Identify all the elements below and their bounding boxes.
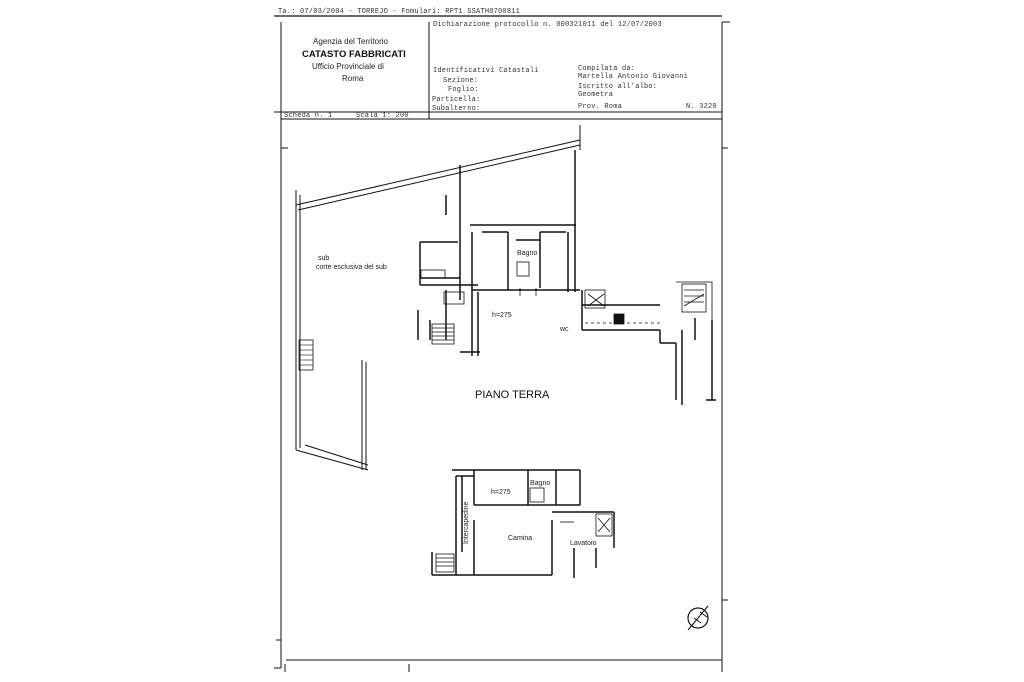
iscritto-value: Geometra — [578, 91, 614, 99]
floor-title: PIANO TERRA — [475, 389, 550, 401]
room-bagno-top: Bagno — [517, 250, 538, 257]
room-intercapedine: Intercapedine — [463, 501, 470, 544]
room-wc: wc — [560, 326, 569, 333]
room-bagno-bottom: Bagno — [530, 480, 551, 487]
sezione-label: Sezione: — [443, 77, 479, 85]
height-top: h=275 — [492, 312, 512, 319]
province-office: Ufficio Provinciale di — [312, 62, 384, 71]
foglio-label: Foglio: — [448, 86, 479, 94]
header-top-line: Ta.: 07/03/2004 - TORREJO - Fomulari: RPT1 SSATH0700811 — [278, 8, 521, 16]
iscritto-label: Iscritto all'albo: — [578, 83, 658, 91]
ground-floor-walls — [418, 150, 716, 405]
declaration-protocol: Dichiarazione protocollo n. 000321011 del 12/07/2003 — [433, 21, 662, 29]
lower-unit-walls — [432, 470, 614, 578]
scheda-number: Scheda n. 1 — [284, 112, 333, 120]
prov-number: N. 3220 — [686, 103, 717, 111]
subalterno-label: Subalterno: — [432, 105, 481, 113]
north-arrow-icon — [688, 606, 708, 630]
courtyard-outline — [296, 125, 580, 470]
height-bottom: h=275 — [491, 489, 511, 496]
room-lavatoio: Lavatoio — [570, 540, 597, 547]
scale-label: Scala 1: 200 — [356, 112, 409, 120]
prov-label: Prov. Roma — [578, 103, 623, 111]
identifiers-title: Identificativi Catastali — [433, 67, 539, 75]
room-camina: Camina — [508, 535, 533, 542]
city-name: Roma — [342, 74, 364, 83]
sub-label: sub — [318, 255, 330, 262]
compilata-label: Compilata da: — [578, 65, 636, 73]
corte-label: corte esclusiva del sub — [316, 264, 387, 271]
sheet-frame — [274, 16, 730, 672]
compilata-name: Martella Antonio Giovanni — [578, 73, 689, 81]
agency-name: Agenzia del Territorio — [313, 37, 389, 46]
particella-label: Particella: — [432, 96, 481, 104]
office-name: CATASTO FABBRICATI — [302, 49, 406, 60]
